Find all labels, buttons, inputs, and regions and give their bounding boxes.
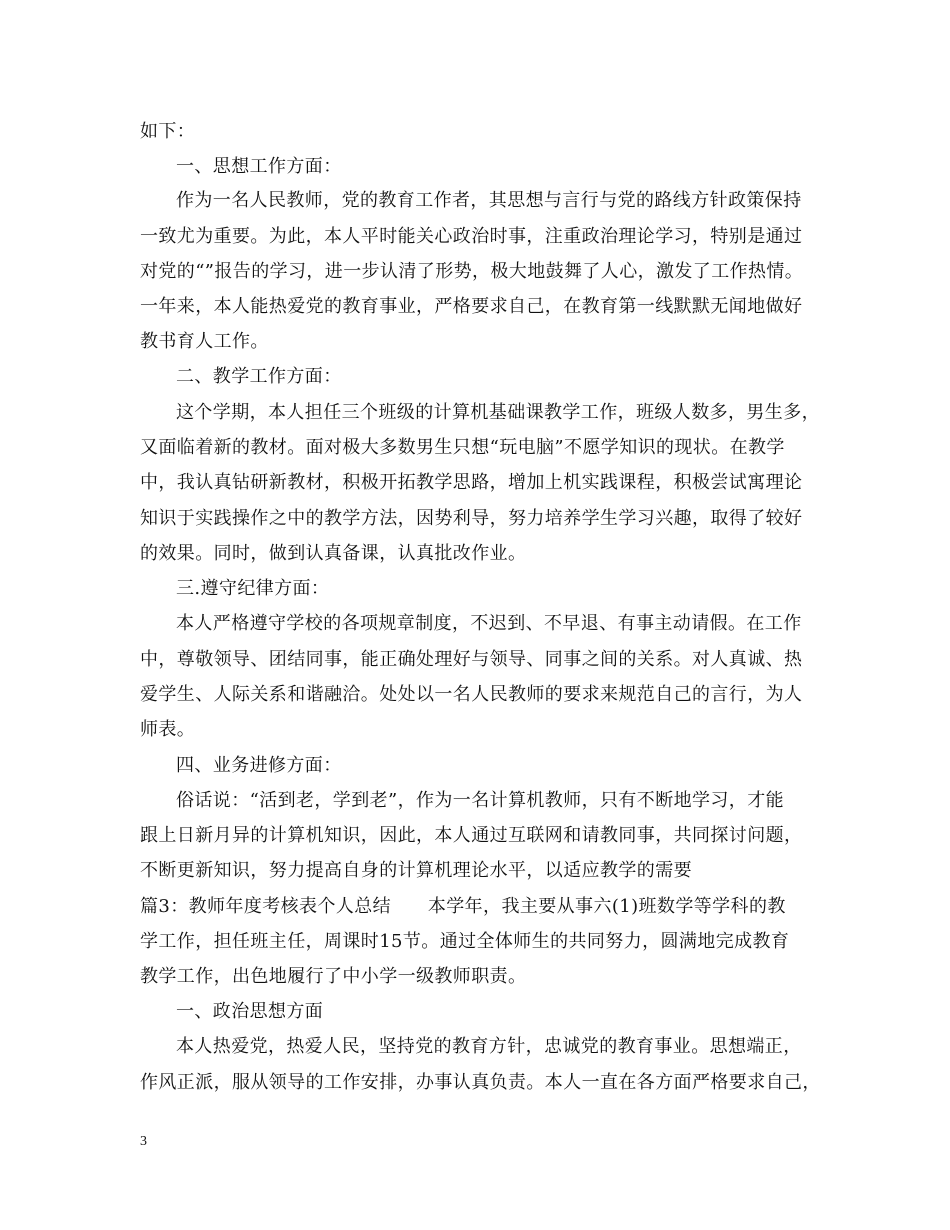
page-number: 3 — [140, 1134, 147, 1149]
text-line: 这个学期，本人担任三个班级的计算机基础课教学工作，班级人数多，男生多， — [176, 402, 820, 423]
text-line: 俗话说：“活到老，学到老”，作为一名计算机教师，只有不断地学习，才能 — [176, 790, 785, 811]
section-heading: 四、业务进修方面： — [176, 755, 342, 776]
text-line: 的效果。同时，做到认真备课，认真批改作业。 — [140, 543, 527, 564]
text-line: 作风正派，服从领导的工作安排，办事认真负责。本人一直在各方面严格要求自己， — [140, 1072, 821, 1093]
text-line: 本人热爱党，热爱人民，坚持党的教育方针，忠诚党的教育事业。思想端正， — [176, 1036, 802, 1057]
text-line: 作为一名人民教师，党的教育工作者，其思想与言行与党的路线方针政策保持 — [176, 190, 802, 211]
text-line: 又面临着新的教材。面对极大多数男生只想“玩电脑”不愿学知识的现状。在教学 — [140, 437, 785, 458]
text-line: 学工作，担任班主任，周课时15节。通过全体师生的共同努力，圆满地完成教育 — [140, 931, 790, 952]
section-heading: 一、政治思想方面 — [176, 1001, 324, 1022]
text-line: 爱学生、人际关系和谐融洽。处处以一名人民教师的要求来规范自己的言行，为人 — [140, 684, 803, 705]
text-line: 中，我认真钻研新教材，积极开拓教学思路，增加上机实践课程，积极尝试寓理论 — [140, 472, 803, 493]
text-line: 知识于实践操作之中的教学方法，因势利导，努力培养学生学习兴趣，取得了较好 — [140, 508, 803, 529]
text-line: 跟上日新月异的计算机知识，因此，本人通过互联网和请教同事，共同探讨问题， — [140, 825, 803, 846]
text-line: 篇3：教师年度考核表个人总结 本学年，我主要从事六(1)班数学等学科的教 — [140, 896, 786, 917]
text-line: 本人严格遵守学校的各项规章制度，不迟到、不早退、有事主动请假。在工作 — [176, 613, 802, 634]
section-heading: 一、思想工作方面： — [176, 156, 342, 177]
text-line: 一致尤为重要。为此，本人平时能关心政治时事，注重政治理论学习，特别是通过 — [140, 226, 803, 247]
text-line: 教书育人工作。 — [140, 331, 269, 352]
text-line: 教学工作，出色地履行了中小学一级教师职责。 — [140, 966, 527, 987]
text-line: 不断更新知识，努力提高自身的计算机理论水平，以适应教学的需要 — [140, 860, 692, 881]
text-line: 中，尊敬领导、团结同事，能正确处理好与领导、同事之间的关系。对人真诚、热 — [140, 649, 803, 670]
text-line: 如下： — [140, 121, 196, 142]
section-heading: 三.遵守纪律方面： — [176, 578, 330, 599]
text-line: 师表。 — [140, 719, 196, 740]
section-heading: 二、教学工作方面： — [176, 366, 342, 387]
text-line: 一年来，本人能热爱党的教育事业，严格要求自己，在教育第一线默默无闻地做好 — [140, 296, 803, 317]
text-line: 对党的“”报告的学习，进一步认清了形势，极大地鼓舞了人心，激发了工作热情。 — [140, 261, 804, 282]
